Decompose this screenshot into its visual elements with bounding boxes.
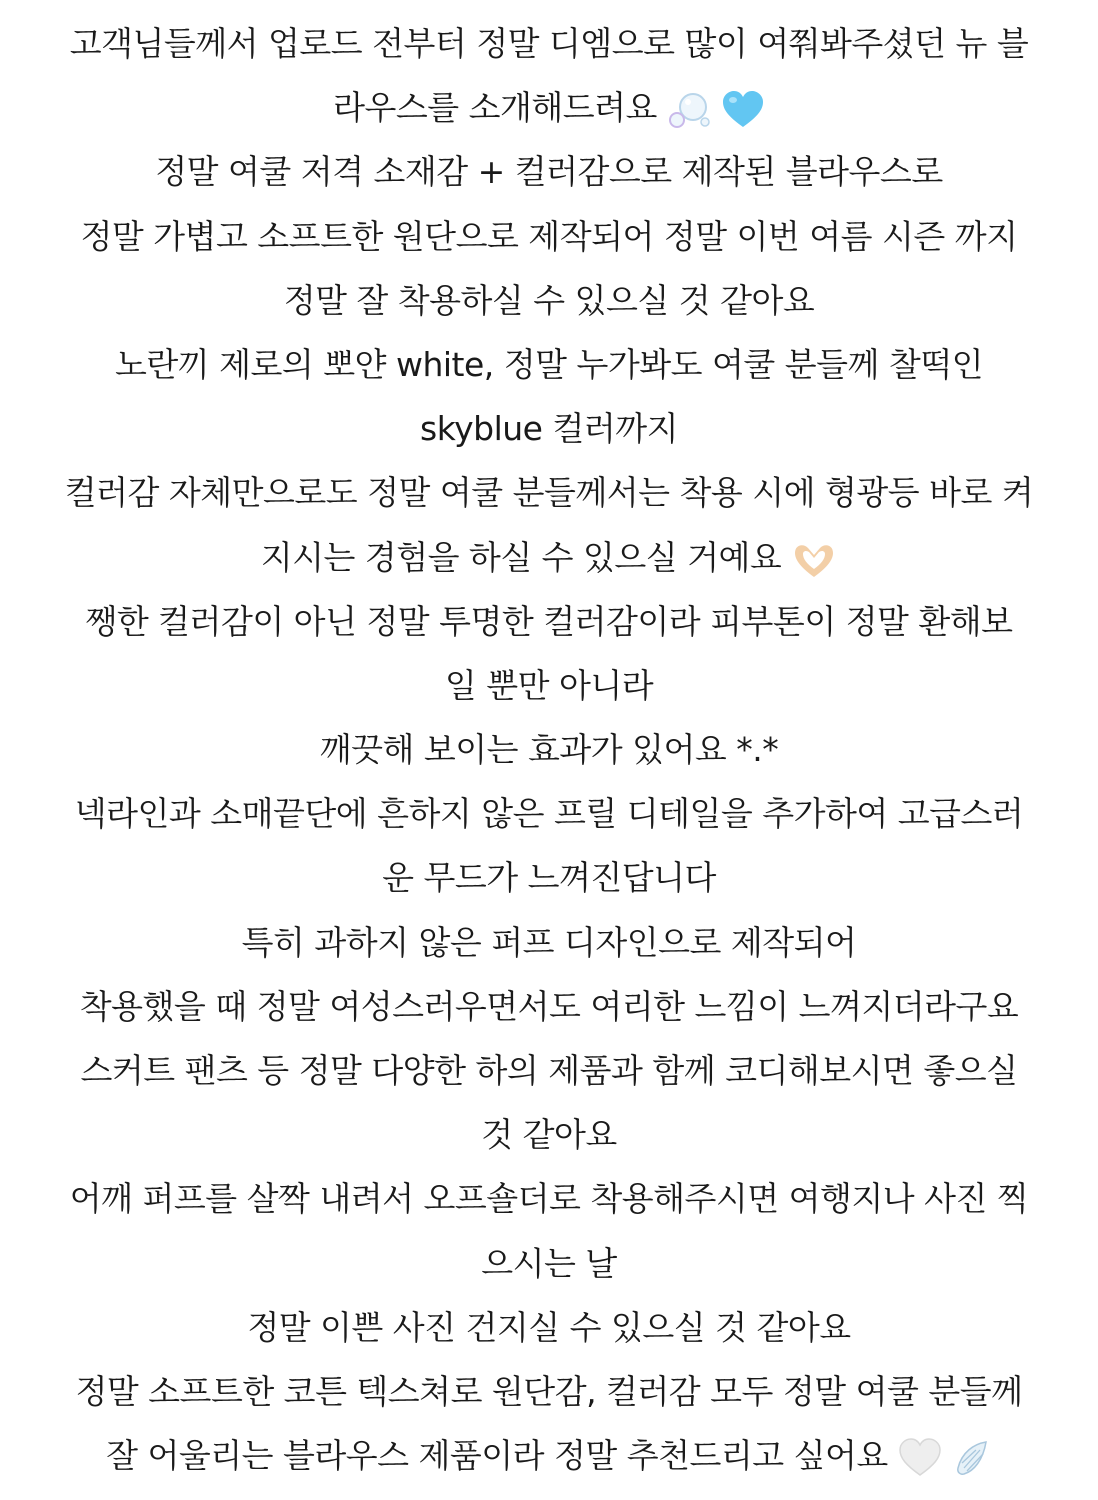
text-line-17: 스커트 팬츠 등 정말 다양한 하의 제품과 함께 코디해보시면 좋으실 [80,1051,1018,1090]
blue-heart-icon [721,90,765,130]
text-line-8: 컬러감 자체만으로도 정말 여쿨 분들께서는 착용 시에 형광등 바로 켜 [64,473,1034,513]
text-line-9: 지시는 경험을 하실 수 있으실 거예요 [40,526,1058,590]
bubbles-icon [667,90,711,130]
text-line-15: 특히 과하지 않은 퍼프 디자인으로 제작되어 [241,922,857,962]
text-line-11: 일 뿐만 아니라 [444,665,654,705]
text-line-13: 넥라인과 소매끝단에 흔하지 않은 프릴 디테일을 추가하여 고급스러 [74,794,1024,834]
text-line-20: 으시는 날 [481,1243,617,1283]
wing-icon [952,1438,992,1478]
text-line-6: 노란끼 제로의 뽀얀 white, 정말 누가봐도 여쿨 분들께 찰떡인 [114,344,984,384]
text-line-10: 쨍한 컬러감이 아닌 정말 투명한 컬러감이라 피부톤이 정말 환해보 [85,601,1013,641]
text-line-19: 어깨 퍼프를 살짝 내려서 오프숄더로 착용해주시면 여행지나 사진 찍 [69,1179,1029,1219]
text-line-3: 정말 여쿨 저격 소재감 + 컬러감으로 제작된 블라우스로 [155,152,943,192]
text-line-22: 정말 소프트한 코튼 텍스쳐로 원단감, 컬러감 모두 정말 여쿨 분들께 [75,1371,1023,1411]
text-line-21: 정말 이쁜 사진 건지실 수 있으실 것 같아요 [247,1307,851,1347]
text-line-4: 정말 가볍고 소프트한 원단으로 제작되어 정말 이번 여름 시즌 까지 [80,216,1018,256]
text-line-18: 것 같아요 [481,1115,617,1155]
text-line-14: 운 무드가 느껴진답니다 [382,858,716,898]
text-line-16: 착용했을 때 정말 여성스러우면서도 여리한 느낌이 느껴지더라구요 [79,986,1019,1026]
text-line-12: 깨끗해 보이는 효과가 있어요 *.* [319,730,779,770]
text-line-1: 고객님들께서 업로드 전부터 정말 디엠으로 많이 여쭤봐주셨던 뉴 블 [69,24,1029,63]
text-line-5: 정말 잘 착용하실 수 있으실 것 같아요 [283,280,815,320]
text-line-2: 라우스를 소개해드려요 [40,76,1058,140]
text-line-23: 잘 어울리는 블라우스 제품이라 정말 추천드리고 싶어요 [40,1424,1058,1488]
heart-hands-icon [791,539,837,579]
text-line-7: skyblue 컬러까지 [420,409,678,449]
white-heart-icon [898,1438,942,1478]
